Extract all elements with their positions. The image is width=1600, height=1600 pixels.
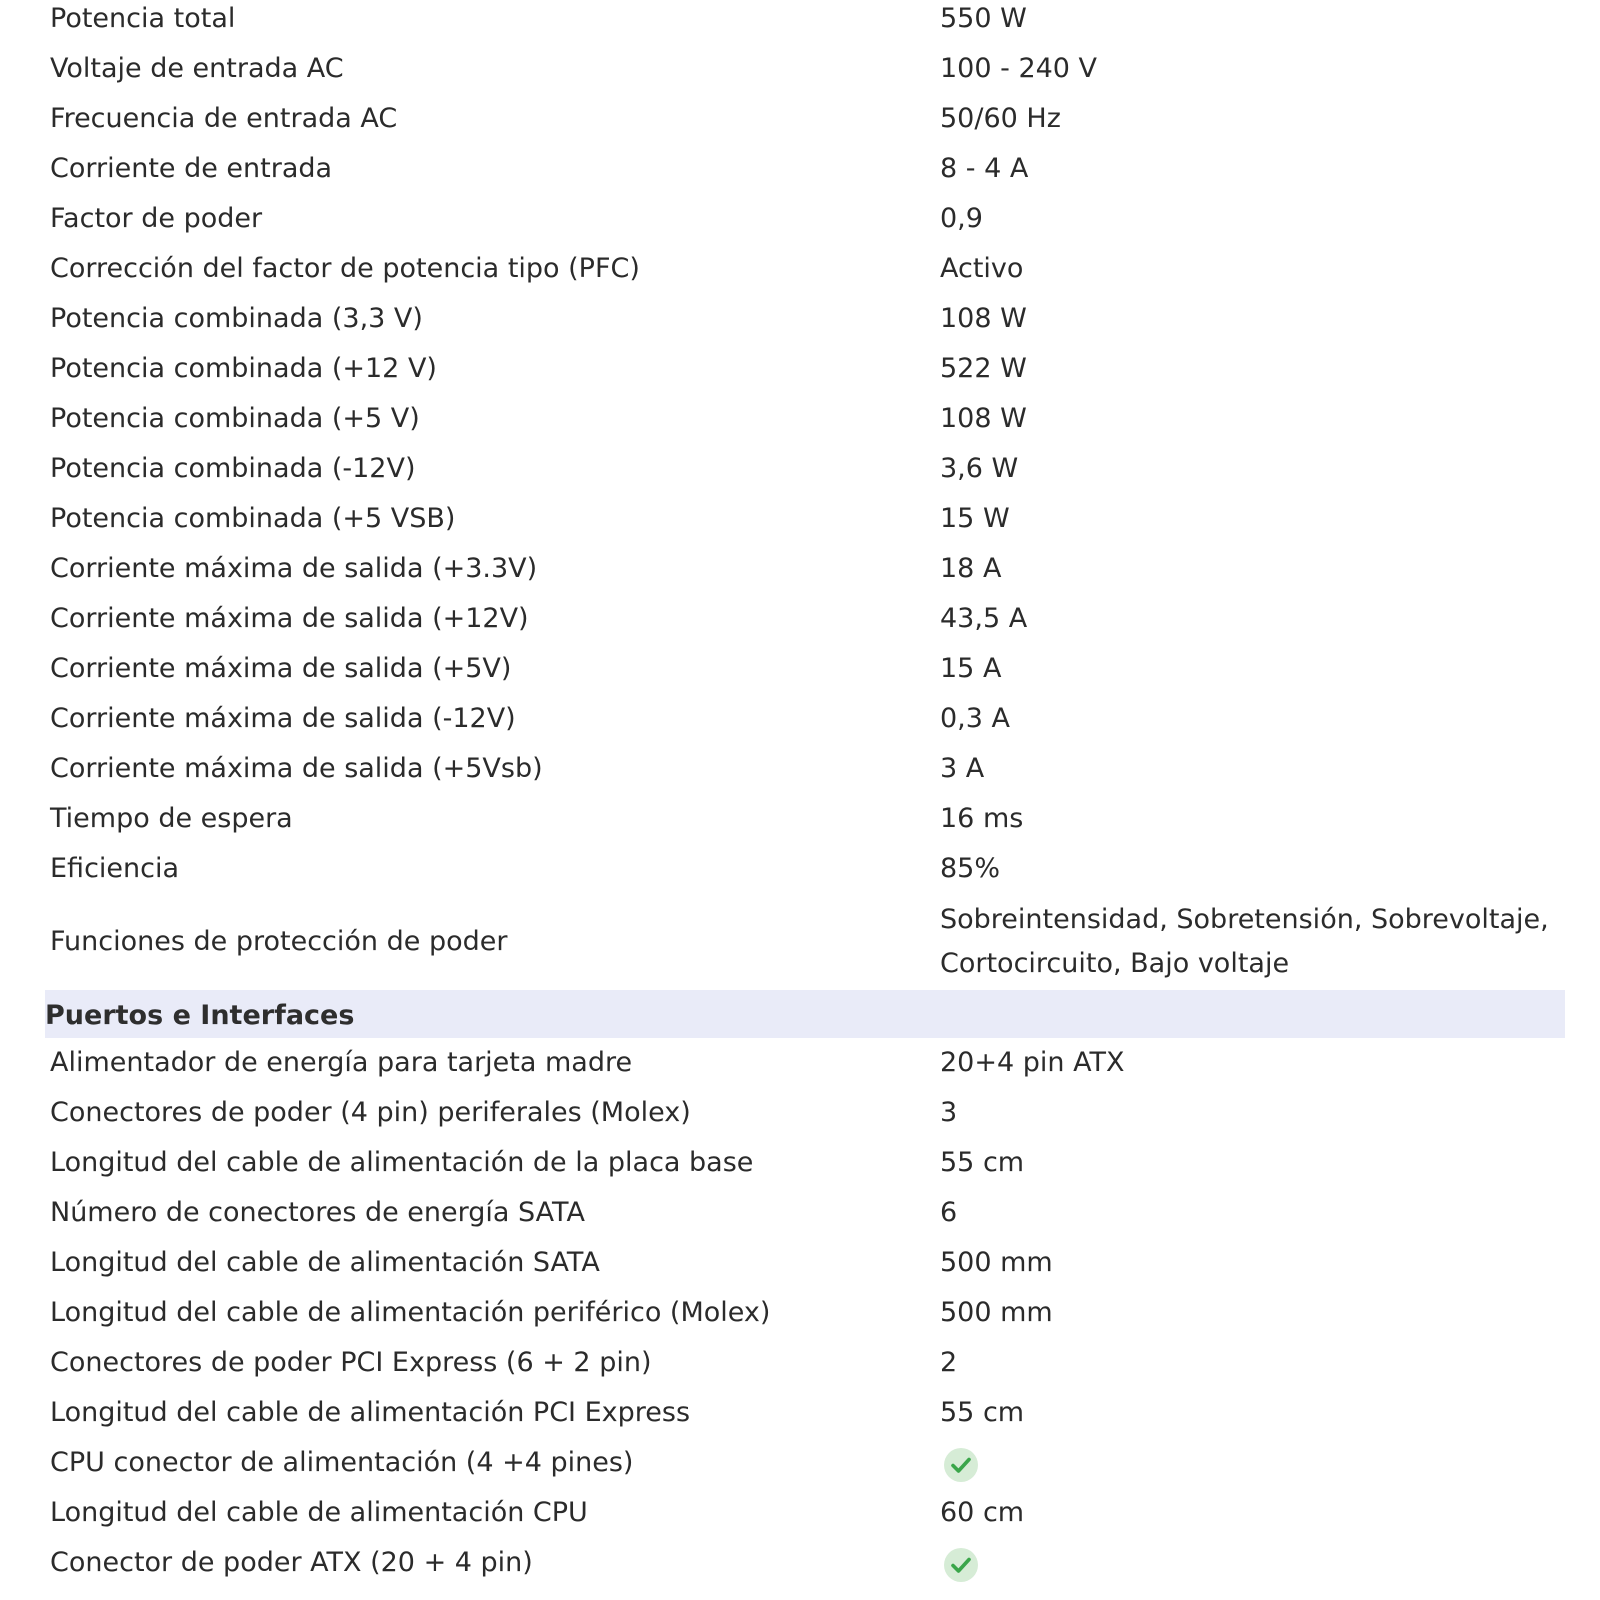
spec-row [45,244,1565,294]
spec-row [45,0,1565,44]
spec-value: 3,6 W [940,453,1019,484]
spec-value: 108 W [940,303,1027,334]
power-section [45,0,1565,894]
spec-label: Longitud del cable de alimentación de la placa base [50,1147,754,1178]
spec-value-line: Sobreintensidad, Sobretensión, Sobrevoltaje, [940,904,1549,935]
spec-value: 60 cm [940,1497,1025,1528]
spec-row [45,644,1565,694]
spec-value: 2 [940,1347,958,1378]
spec-value: 85% [940,853,1001,884]
spec-label: Longitud del cable de alimentación CPU [50,1497,588,1528]
spec-row [45,694,1565,744]
spec-label: Número de conectores de energía SATA [50,1197,585,1228]
spec-row [45,594,1565,644]
spec-label: Factor de poder [50,203,263,234]
spec-row [45,1188,1565,1238]
spec-value: 100 - 240 V [940,53,1098,84]
spec-label: Corriente máxima de salida (+5V) [50,653,512,684]
spec-label: Potencia combinada (+12 V) [50,353,437,384]
spec-value: 15 W [940,503,1010,534]
spec-label: Longitud del cable de alimentación PCI Express [50,1397,691,1428]
spec-label: Corriente máxima de salida (+12V) [50,603,529,634]
spec-value: 43,5 A [940,603,1028,634]
spec-row [45,1288,1565,1338]
spec-row [45,744,1565,794]
spec-value: 20+4 pin ATX [940,1047,1125,1078]
spec-row [45,544,1565,594]
spec-row [45,1088,1565,1138]
check-icon [943,1447,979,1483]
spec-label: Potencia combinada (-12V) [50,453,416,484]
spec-label: Longitud del cable de alimentación periférico (Molex) [50,1297,771,1328]
spec-value [940,898,1549,986]
spec-value: 18 A [940,553,1002,584]
spec-row [45,794,1565,844]
spec-row [45,1538,1565,1588]
spec-value-line: Cortocircuito, Bajo voltaje [940,948,1290,979]
spec-row [45,444,1565,494]
spec-value: 16 ms [940,803,1024,834]
spec-row [45,44,1565,94]
spec-value: 50/60 Hz [940,103,1061,134]
spec-value: 550 W [940,3,1027,34]
spec-label: Alimentador de energía para tarjeta madre [50,1047,633,1078]
spec-label: Eficiencia [50,853,180,884]
spec-row [45,1038,1565,1088]
ports-section [45,1038,1565,1588]
spec-label: Corriente de entrada [50,153,333,184]
spec-value: 522 W [940,353,1027,384]
spec-label: Corrección del factor de potencia tipo (PFC) [50,253,640,284]
spec-label: Corriente máxima de salida (+5Vsb) [50,753,543,784]
spec-row [45,394,1565,444]
spec-value: 8 - 4 A [940,153,1029,184]
spec-label: Corriente máxima de salida (-12V) [50,703,516,734]
spec-row [45,294,1565,344]
spec-value: 15 A [940,653,1002,684]
spec-row [45,344,1565,394]
spec-label: Potencia combinada (+5 VSB) [50,503,456,534]
spec-row [45,94,1565,144]
spec-label: Funciones de protección de poder [50,926,508,957]
spec-row [45,1438,1565,1488]
spec-label: Conectores de poder PCI Express (6 + 2 pin) [50,1347,652,1378]
spec-value: 500 mm [940,1247,1053,1278]
spec-row [45,1238,1565,1288]
check-icon [943,1547,979,1583]
spec-value: 3 A [940,753,985,784]
spec-label: Conectores de poder (4 pin) periferales (Molex) [50,1097,691,1128]
spec-row [45,1388,1565,1438]
spec-row [45,1488,1565,1538]
spec-value: 0,3 A [940,703,1010,734]
spec-label: Voltaje de entrada AC [50,53,344,84]
spec-value: 55 cm [940,1147,1025,1178]
spec-value: 0,9 [940,203,983,234]
spec-label: Longitud del cable de alimentación SATA [50,1247,600,1278]
spec-value: 3 [940,1097,958,1128]
spec-label: Potencia total [50,3,236,34]
spec-row-protection [45,894,1565,990]
spec-value: Activo [940,253,1024,284]
spec-row [45,144,1565,194]
spec-label: CPU conector de alimentación (4 +4 pines) [50,1447,634,1478]
spec-label: Frecuencia de entrada AC [50,103,398,134]
section-header-ports: Puertos e Interfaces [45,990,1565,1038]
spec-row [45,844,1565,894]
spec-value: 500 mm [940,1297,1053,1328]
spec-label: Tiempo de espera [50,803,293,834]
spec-label: Potencia combinada (+5 V) [50,403,420,434]
spec-value: 6 [940,1197,958,1228]
spec-value: 108 W [940,403,1027,434]
spec-row [45,194,1565,244]
spec-value: 55 cm [940,1397,1025,1428]
spec-label: Potencia combinada (3,3 V) [50,303,423,334]
spec-row [45,1338,1565,1388]
spec-row [45,1138,1565,1188]
spec-row [45,494,1565,544]
spec-label: Conector de poder ATX (20 + 4 pin) [50,1547,533,1578]
spec-table [45,0,1565,1588]
spec-label: Corriente máxima de salida (+3.3V) [50,553,538,584]
